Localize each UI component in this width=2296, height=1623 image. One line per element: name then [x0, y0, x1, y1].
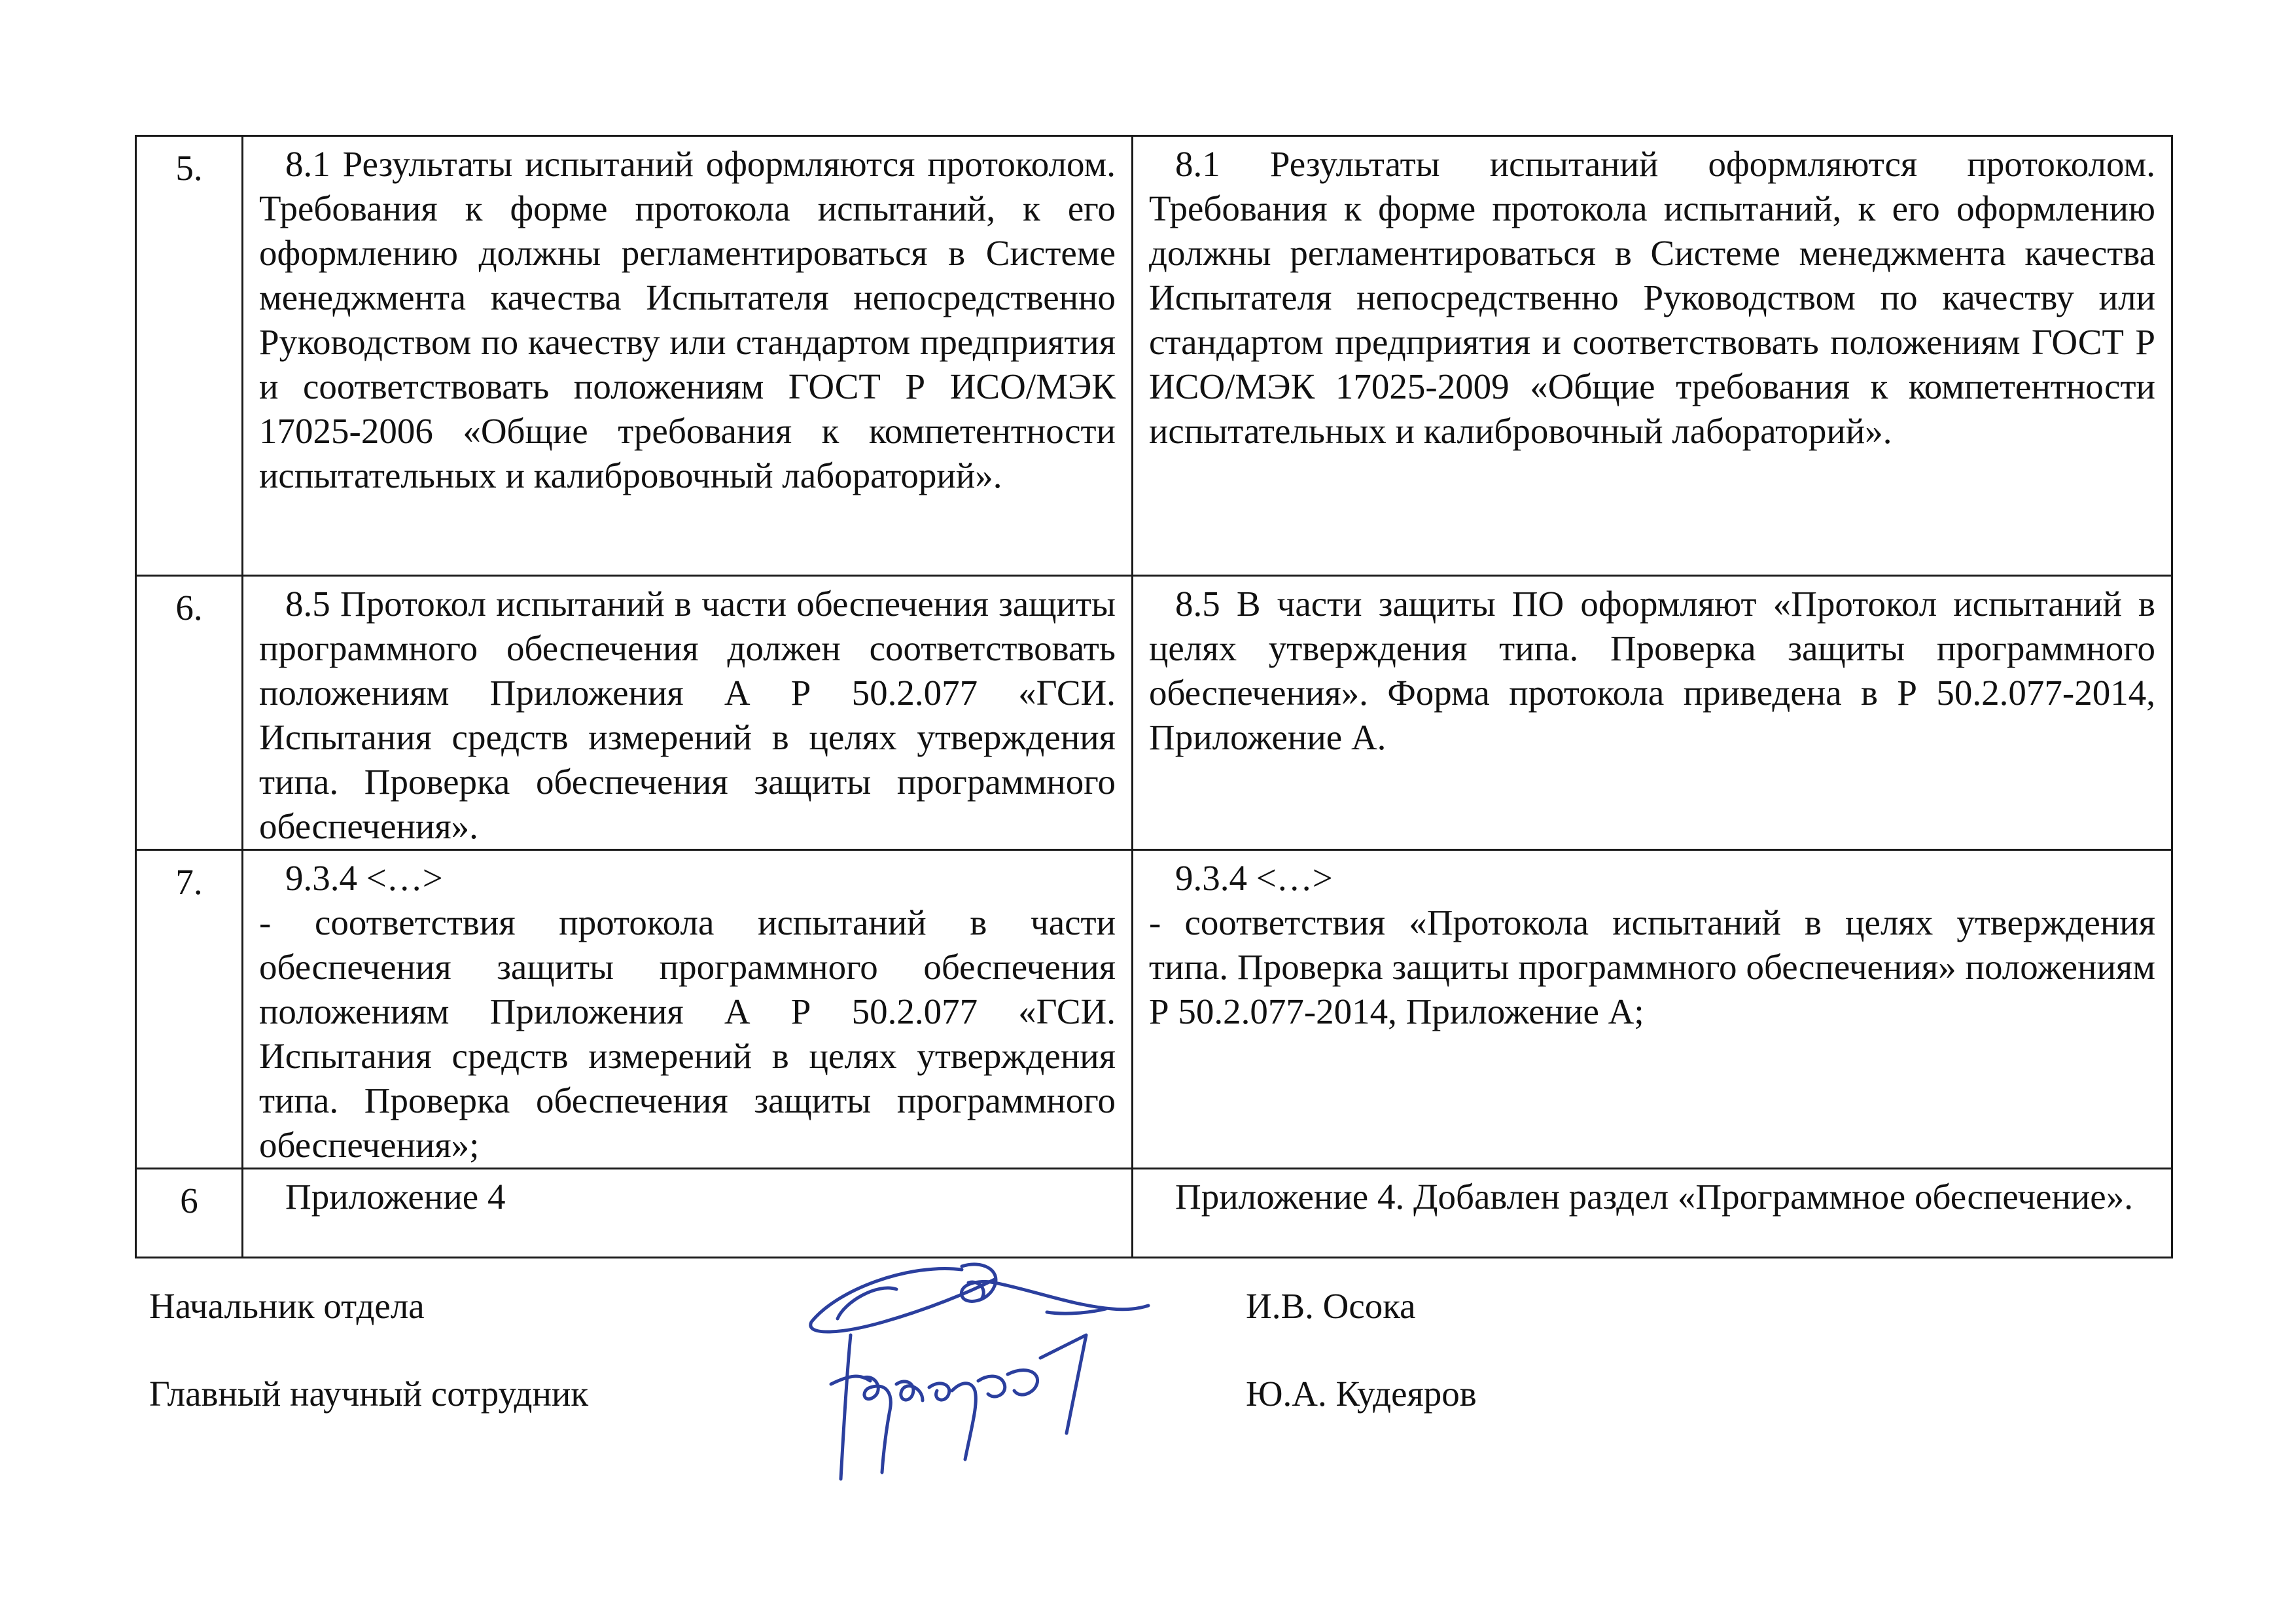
- new-text: - соответствия «Протокола испытаний в целях утверждения типа. Проверка защиты программного обеспечения» положениям Р 50.2.077-2014, Приложение А;: [1149, 902, 2155, 1031]
- old-text: 8.1 Результаты испытаний оформляются протоколом. Требования к форме протокола испытаний, к его оформлению должны регламентироваться в Системе менеджмента качества Испытателя непосредственно Руководством по качеству или стандартом предприятия и соответствовать положениям ГОСТ Р ИСО/МЭК 17025-2006 «Общие требования к компетентности испытательных и калибровочный лабораторий».: [259, 144, 1116, 495]
- old-text: 8.5 Протокол испытаний в части обеспечения защиты программного обеспечения должен соответствовать положениям Приложения А Р 50.2.077 «ГСИ. Испытания средств измерений в целях утверждения типа. Проверка обеспечения защиты программного обеспечения».: [259, 584, 1116, 846]
- old-text: - соответствия протокола испытаний в части обеспечения защиты программного обеспечения положениям Приложения А Р 50.2.077 «ГСИ. Испытания средств измерений в целях утверждения типа. Проверка обеспечения защиты программного обеспечения»;: [259, 902, 1116, 1165]
- old-text-cell: [243, 850, 1133, 1169]
- signer-2-title: Главный научный сотрудник: [149, 1374, 589, 1414]
- old-text-cell: [243, 576, 1133, 850]
- signer-1-title: Начальник отдела: [149, 1286, 425, 1326]
- new-text-cell: [1133, 136, 2172, 576]
- new-text-cell: [1133, 850, 2172, 1169]
- signer-1-name: И.В. Осока: [1246, 1286, 1416, 1326]
- row-number: 6: [136, 1169, 243, 1258]
- row-number: 7.: [136, 850, 243, 1169]
- new-text: 8.5 В части защиты ПО оформляют «Протокол испытаний в целях утверждения типа. Проверка защиты программного обеспечения». Форма протокола приведена в Р 50.2.077-2014, Приложение А.: [1149, 584, 2155, 757]
- table-row: [136, 850, 2172, 1169]
- old-text-cell: [243, 136, 1133, 576]
- row-number: 5.: [136, 136, 243, 576]
- signer-2-name: Ю.А. Кудеяров: [1246, 1374, 1477, 1414]
- old-text: Приложение 4: [285, 1177, 506, 1217]
- changes-table: [135, 135, 2173, 1258]
- new-text: 9.3.4 <…>: [1175, 858, 1333, 898]
- table-row: [136, 136, 2172, 576]
- row-number: 6.: [136, 576, 243, 850]
- table-row: [136, 1169, 2172, 1258]
- signature-2-image: [824, 1329, 1125, 1486]
- table-row: [136, 576, 2172, 850]
- old-text: 9.3.4 <…>: [285, 858, 443, 898]
- new-text: Приложение 4. Добавлен раздел «Программное обеспечение».: [1175, 1177, 2133, 1217]
- new-text: 8.1 Результаты испытаний оформляются протоколом. Требования к форме протокола испытаний, к его оформлению должны регламентироваться в Системе менеджмента качества Испытателя непосредственно Руководством по качеству или стандартом предприятия и соответствовать положениям ГОСТ Р ИСО/МЭК 17025-2009 «Общие требования к компетентности испытательных и калибровочный лабораторий».: [1149, 144, 2155, 451]
- new-text-cell: [1133, 576, 2172, 850]
- new-text-cell: [1133, 1169, 2172, 1258]
